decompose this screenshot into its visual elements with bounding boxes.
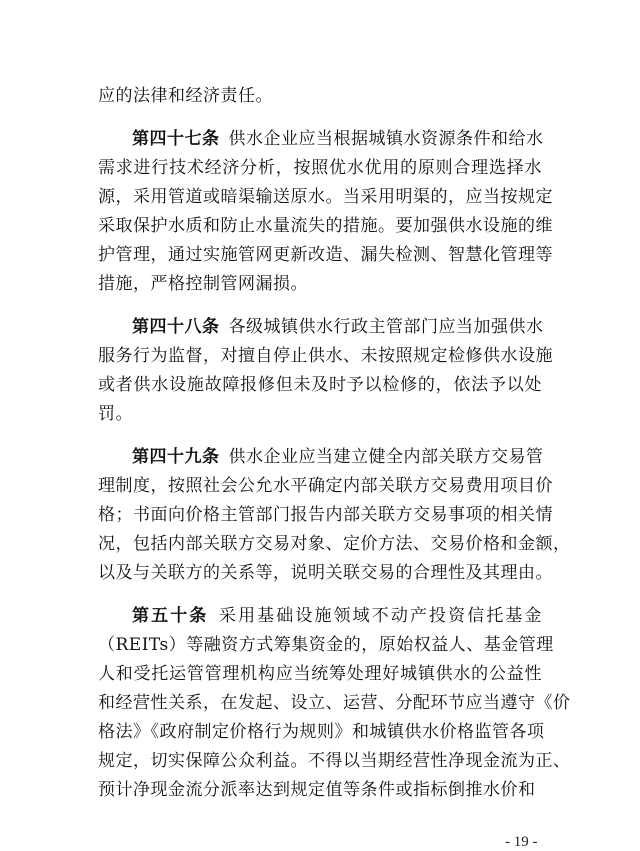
text-line	[98, 776, 542, 805]
paragraph-gap	[98, 588, 542, 602]
paragraph-gap	[98, 299, 542, 313]
line-text: 格；书面向价格主管部门报告内部关联方交易事项的相关情	[98, 505, 553, 525]
text-line	[98, 400, 542, 429]
text-line	[98, 183, 553, 212]
paragraph-p49	[98, 443, 571, 588]
text-line	[98, 313, 542, 342]
page-number: - 19 -	[505, 834, 538, 850]
line-text: 各级城镇供水行政主管部门应当加强供水	[228, 317, 544, 337]
line-text: 应的法律和经济责任。	[98, 86, 273, 106]
text-line	[98, 631, 554, 660]
paragraph-p48	[98, 313, 553, 429]
line-text: 措施，严格控制管网漏损。	[98, 274, 308, 294]
line-text: 或者供水设施故障报修但未及时予以检修的，依法予以处	[98, 375, 542, 395]
article-number: 第四十八条	[132, 317, 220, 337]
line-text: 预计净现金流分派率达到规定值等条件或指标倒推水价和	[98, 780, 536, 800]
document-body	[98, 82, 571, 805]
article-number: 第五十条	[132, 606, 209, 626]
line-text: 罚。	[98, 404, 133, 424]
line-text: 采用基础设施领域不动产投资信托基金	[217, 606, 543, 626]
text-line	[98, 342, 553, 371]
text-line	[98, 689, 571, 718]
text-line	[98, 270, 542, 299]
line-text: （REITs）等融资方式筹集资金的，原始权益人、基金管理	[98, 635, 554, 655]
article-number: 第四十九条	[132, 447, 220, 467]
line-text: 源，采用管道或暗渠输送原水。当采用明渠的，应当按规定	[98, 187, 553, 207]
text-line	[98, 212, 553, 241]
text-line	[98, 747, 571, 776]
text-line	[98, 501, 553, 530]
paragraph-gap	[98, 111, 542, 125]
paragraph-p47	[98, 125, 553, 299]
line-text: 需求进行技术经济分析，按照优水优用的原则合理选择水	[98, 158, 542, 178]
text-line	[98, 660, 542, 689]
text-line	[98, 718, 545, 747]
line-text: 人和受托运管管理机构应当统筹处理好城镇供水的公益性	[98, 664, 542, 684]
line-text: 服务行为监督，对擅自停止供水、未按照规定检修供水设施	[98, 346, 553, 366]
line-text: 采取保护水质和防止水量流失的措施。要加强供水设施的维	[98, 216, 553, 236]
text-line	[98, 125, 542, 154]
paragraph-p0	[98, 82, 542, 111]
line-text: 护管理，通过实施管网更新改造、漏失检测、智慧化管理等	[98, 245, 553, 265]
line-text: 况，包括内部关联方交易对象、定价方法、交易价格和金额，	[98, 534, 571, 554]
text-line	[98, 241, 553, 270]
line-text: 和经营性关系，在发起、设立、运营、分配环节应当遵守《价	[98, 693, 571, 713]
text-line	[98, 530, 571, 559]
paragraph-p50	[98, 602, 571, 805]
line-text: 供水企业应当根据城镇水资源条件和给水	[228, 129, 544, 149]
line-text: 格法》《政府制定价格行为规则》和城镇供水价格监管各项	[98, 722, 545, 742]
text-line	[98, 371, 542, 400]
line-text: 理制度，按照社会公允水平确定内部关联方交易费用项目价	[98, 476, 553, 496]
line-text: 供水企业应当建立健全内部关联方交易管	[228, 447, 544, 467]
text-line	[98, 154, 542, 183]
text-line	[98, 472, 553, 501]
article-number: 第四十七条	[132, 129, 220, 149]
text-line	[98, 602, 542, 631]
text-line	[98, 559, 553, 588]
line-text: 规定，切实保障公众利益。不得以当期经营性净现金流为正、	[98, 751, 571, 771]
text-line	[98, 82, 542, 111]
line-text: 以及与关联方的关系等，说明关联交易的合理性及其理由。	[98, 563, 553, 583]
text-line	[98, 443, 542, 472]
paragraph-gap	[98, 429, 542, 443]
